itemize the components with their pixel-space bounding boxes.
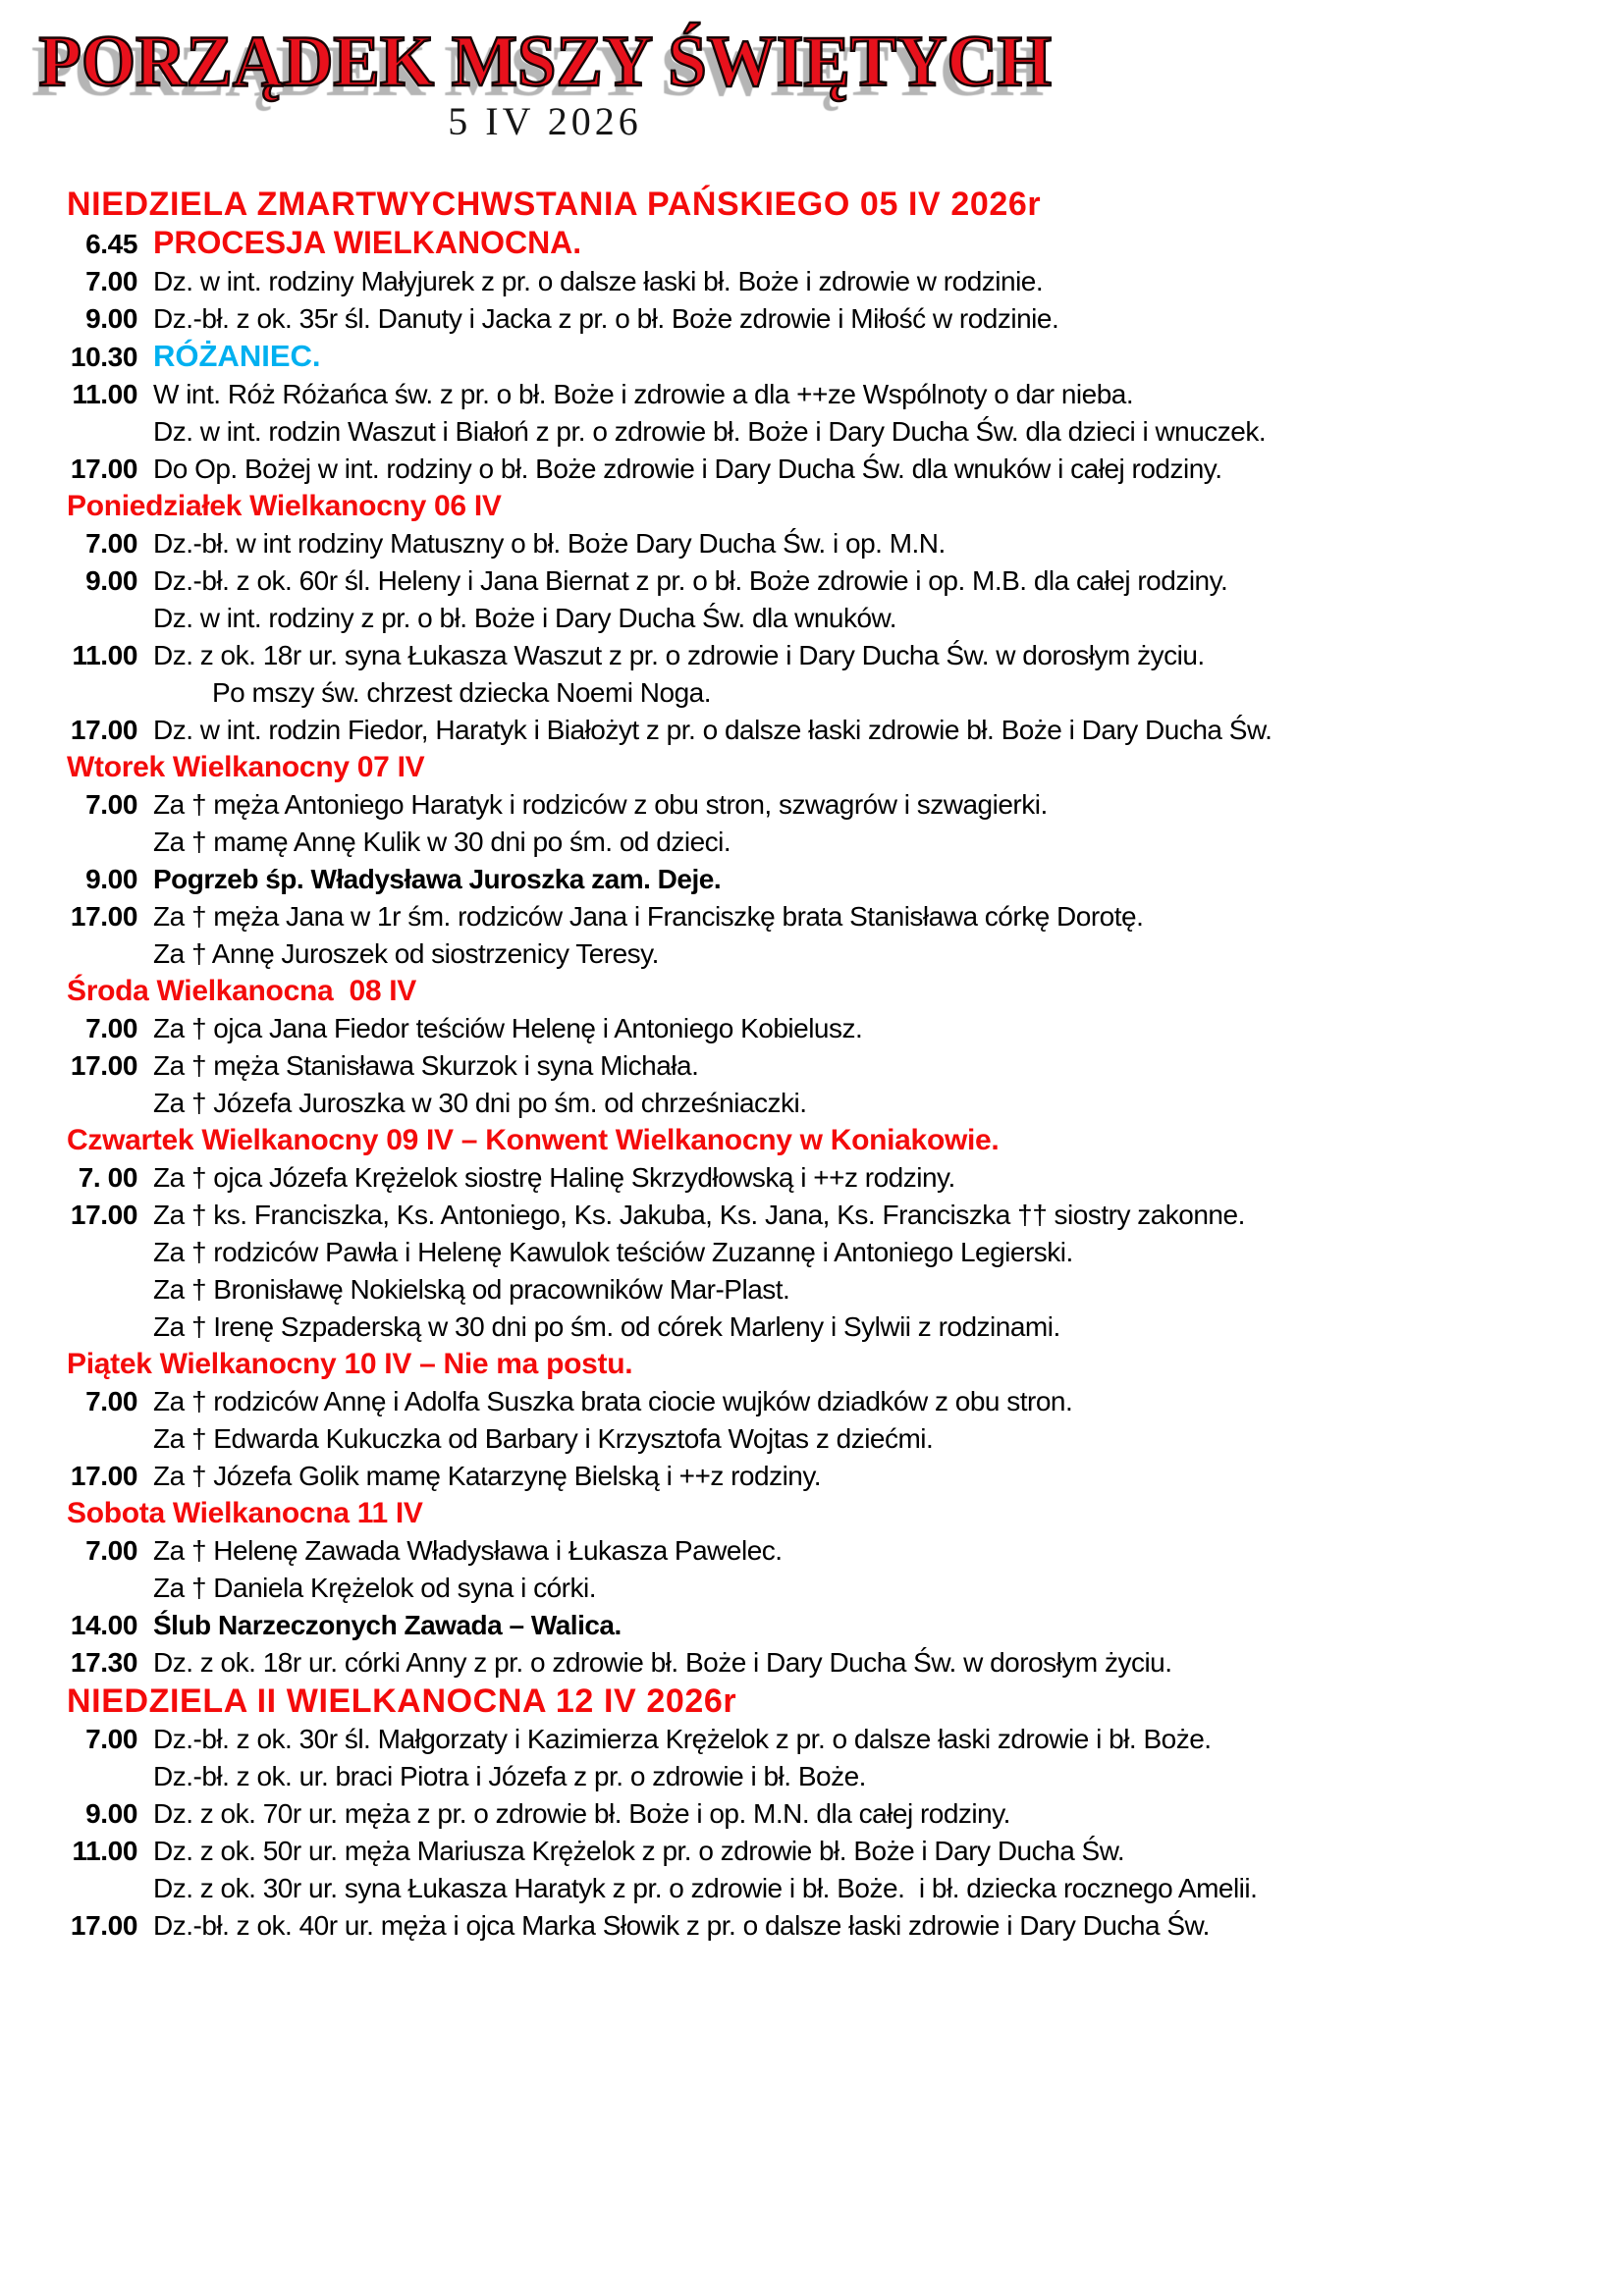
entry-text: Po mszy św. chrzest dziecka Noemi Noga.	[212, 677, 712, 708]
entry-text: PROCESJA WIELKANOCNA.	[153, 225, 582, 260]
section-header: NIEDZIELA II WIELKANOCNA 12 IV 2026r	[67, 1682, 737, 1720]
entry-time: 7.00	[85, 1535, 137, 1566]
section-header: Poniedziałek Wielkanocny 06 IV	[67, 490, 502, 522]
entry-text: Za † Daniela Krężelok od syna i córki.	[153, 1573, 596, 1603]
entry-text: RÓŻANIEC.	[153, 339, 321, 373]
entry-text: Za † Bronisławę Nokielską od pracowników Mar-Plast.	[153, 1274, 790, 1305]
entry-text: Dz. w int. rodziny z pr. o bł. Boże i Dary Ducha Św. dla wnuków.	[153, 603, 897, 633]
entry-text: Dz.-bł. z ok. 35r śl. Danuty i Jacka z pr. o bł. Boże zdrowie i Miłość w rodzinie.	[153, 303, 1059, 334]
entry-text: Dz.-bł. w int rodziny Matuszny o bł. Boże Dary Ducha Św. i op. M.N.	[153, 528, 946, 559]
schedule-entry	[0, 1795, 1624, 1833]
entry-text: Za † rodziców Pawła i Helenę Kawulok teściów Zuzannę i Antoniego Legierski.	[153, 1237, 1073, 1267]
entry-text: Dz. z ok. 18r ur. córki Anny z pr. o zdrowie bł. Boże i Dary Ducha Św. w dorosłym życiu.	[153, 1647, 1172, 1678]
entry-text: Dz. z ok. 18r ur. syna Łukasza Waszut z pr. o zdrowie i Dary Ducha Św. w dorosłym życiu.	[153, 640, 1205, 670]
schedule-entry	[0, 600, 1624, 637]
schedule-entry	[0, 786, 1624, 824]
section-header: Środa Wielkanocna 08 IV	[67, 975, 416, 1007]
title-block	[0, 0, 1090, 143]
schedule-entry	[0, 1833, 1624, 1870]
schedule-entry	[0, 1234, 1624, 1271]
schedule-entry	[0, 376, 1624, 413]
entry-time: 7.00	[85, 1386, 137, 1416]
schedule-entry	[0, 898, 1624, 935]
schedule-entry	[0, 1047, 1624, 1085]
schedule-entry	[0, 413, 1624, 451]
entry-time: 7. 00	[78, 1162, 137, 1193]
entry-text: Za † Annę Juroszek od siostrzenicy Teresy.	[153, 938, 659, 969]
entry-time: 11.00	[72, 640, 137, 670]
section-header: Piątek Wielkanocny 10 IV – Nie ma postu.	[67, 1348, 633, 1380]
schedule-entry	[0, 451, 1624, 488]
section-header: NIEDZIELA ZMARTWYCHWSTANIA PAŃSKIEGO 05 IV 2026r	[67, 186, 1042, 223]
entry-text: Dz. z ok. 30r ur. syna Łukasza Haratyk z pr. o zdrowie i bł. Boże. i bł. dziecka rocznego Amelii.	[153, 1873, 1258, 1903]
schedule-entry	[0, 1159, 1624, 1197]
entry-text: Za † Irenę Szpaderską w 30 dni po śm. od córek Marleny i Sylwii z rodzinami.	[153, 1311, 1060, 1342]
entry-time: 6.45	[85, 229, 137, 259]
schedule-entry	[0, 1758, 1624, 1795]
entry-time: 10.30	[70, 342, 137, 372]
section-header: Wtorek Wielkanocny 07 IV	[67, 751, 425, 783]
schedule-entry	[0, 1271, 1624, 1308]
entry-time: 9.00	[85, 303, 137, 334]
entry-text: Za † Edwarda Kukuczka od Barbary i Krzysztofa Wojtas z dziećmi.	[153, 1423, 934, 1454]
entry-time: 9.00	[85, 864, 137, 894]
entry-text: Za † męża Stanisława Skurzok i syna Michała.	[153, 1050, 699, 1081]
schedule-entry	[0, 1644, 1624, 1682]
page-subtitle: 5 IV 2026	[448, 99, 642, 143]
section-header: Sobota Wielkanocna 11 IV	[67, 1497, 423, 1529]
entry-text: Za † ojca Jana Fiedor teściów Helenę i Antoniego Kobielusz.	[153, 1013, 863, 1043]
schedule-entry	[0, 861, 1624, 898]
schedule-entry	[0, 1085, 1624, 1122]
entry-text: Dz.-bł. z ok. 40r ur. męża i ojca Marka Słowik z pr. o dalsze łaski zdrowie i Dary Ducha Św.	[153, 1910, 1210, 1941]
entry-text: Za † Helenę Zawada Władysława i Łukasza Pawelec.	[153, 1535, 783, 1566]
entry-text: Dz.-bł. z ok. ur. braci Piotra i Józefa z pr. o zdrowie i bł. Boże.	[153, 1761, 866, 1791]
schedule-entry	[0, 1458, 1624, 1495]
entry-time: 9.00	[85, 1798, 137, 1829]
schedule-entry	[0, 1907, 1624, 1945]
entry-time: 14.00	[70, 1610, 137, 1640]
entry-time: 17.00	[70, 1200, 137, 1230]
entry-time: 17.30	[70, 1647, 137, 1678]
entry-time: 7.00	[85, 789, 137, 820]
schedule-entry	[0, 1607, 1624, 1644]
schedule-entry	[0, 338, 1624, 376]
entry-time: 17.00	[70, 901, 137, 932]
schedule-entry	[0, 300, 1624, 338]
entry-text: Za † Józefa Juroszka w 30 dni po śm. od chrześniaczki.	[153, 1088, 807, 1118]
entry-text: Do Op. Bożej w int. rodziny o bł. Boże zdrowie i Dary Ducha Św. dla wnuków i całej rodziny.	[153, 454, 1222, 484]
entry-time: 7.00	[85, 1724, 137, 1754]
schedule-entry	[0, 1532, 1624, 1570]
entry-time: 9.00	[85, 565, 137, 596]
entry-text: Dz. z ok. 70r ur. męża z pr. o zdrowie bł. Boże i op. M.N. dla całej rodziny.	[153, 1798, 1010, 1829]
entry-text: Dz.-bł. z ok. 30r śl. Małgorzaty i Kazimierza Krężelok z pr. o dalsze łaski zdrowie i bł. Boże.	[153, 1724, 1212, 1754]
entry-time: 7.00	[85, 528, 137, 559]
schedule-entry	[0, 525, 1624, 562]
entry-time: 11.00	[72, 379, 137, 409]
entry-text: Dz. z ok. 50r ur. męża Mariusza Krężelok z pr. o zdrowie bł. Boże i Dary Ducha Św.	[153, 1836, 1125, 1866]
entry-time: 17.00	[70, 1050, 137, 1081]
entry-text: Za † Józefa Golik mamę Katarzynę Bielską i ++z rodziny.	[153, 1461, 822, 1491]
schedule-entry	[0, 1420, 1624, 1458]
entry-time: 17.00	[70, 454, 137, 484]
schedule-entry	[0, 1383, 1624, 1420]
entry-text: Dz. w int. rodziny Małyjurek z pr. o dalsze łaski bł. Boże i zdrowie w rodzinie.	[153, 266, 1044, 296]
entry-time: 17.00	[70, 1461, 137, 1491]
entry-time: 7.00	[85, 1013, 137, 1043]
schedule-entry	[0, 1010, 1624, 1047]
schedule-entry	[0, 637, 1624, 674]
entry-text: Za † rodziców Annę i Adolfa Suszka brata ciocie wujków dziadków z obu stron.	[153, 1386, 1073, 1416]
entry-text: W int. Róż Różańca św. z pr. o bł. Boże i zdrowie a dla ++ze Wspólnoty o dar nieba.	[153, 379, 1134, 409]
schedule-entry	[0, 1197, 1624, 1234]
section-header: Czwartek Wielkanocny 09 IV – Konwent Wielkanocny w Koniakowie.	[67, 1124, 1000, 1156]
entry-text: Za † mamę Annę Kulik w 30 dni po śm. od dzieci.	[153, 827, 731, 857]
schedule-entry	[0, 562, 1624, 600]
entry-text: Pogrzeb śp. Władysława Juroszka zam. Deje.	[153, 864, 722, 894]
page-title: PORZĄDEK MSZY ŚWIĘTYCH	[38, 22, 1052, 102]
entry-text: Za † męża Antoniego Haratyk i rodziców z obu stron, szwagrów i szwagierki.	[153, 789, 1048, 820]
entry-text: Za † ojca Józefa Krężelok siostrę Halinę Skrzydłowską i ++z rodziny.	[153, 1162, 955, 1193]
entry-time: 17.00	[70, 1910, 137, 1941]
schedule-entry	[0, 1308, 1624, 1346]
schedule-entry	[0, 224, 1624, 263]
entry-text: Za † ks. Franciszka, Ks. Antoniego, Ks. Jakuba, Ks. Jana, Ks. Franciszka †† siostry zakonne.	[153, 1200, 1245, 1230]
entry-time: 7.00	[85, 266, 137, 296]
schedule-entry	[0, 1570, 1624, 1607]
schedule-entry	[0, 824, 1624, 861]
schedule-entry	[0, 712, 1624, 749]
entry-text: Ślub Narzeczonych Zawada – Walica.	[153, 1610, 622, 1640]
schedule-entry	[0, 674, 1624, 712]
entry-text: Dz.-bł. z ok. 60r śl. Heleny i Jana Biernat z pr. o bł. Boże zdrowie i op. M.B. dla całej rodziny.	[153, 565, 1228, 596]
entry-text: Dz. w int. rodzin Waszut i Białoń z pr. o zdrowie bł. Boże i Dary Ducha Św. dla dzieci i wnuczek.	[153, 416, 1267, 447]
entry-time: 11.00	[72, 1836, 137, 1866]
schedule-entry	[0, 263, 1624, 300]
entry-time: 17.00	[70, 715, 137, 745]
schedule-entry	[0, 1870, 1624, 1907]
schedule-entry	[0, 935, 1624, 973]
entry-text: Dz. w int. rodzin Fiedor, Haratyk i Białożyt z pr. o dalsze łaski zdrowie bł. Boże i Dary Ducha Św.	[153, 715, 1272, 745]
entry-text: Za † męża Jana w 1r śm. rodziców Jana i Franciszkę brata Stanisława córkę Dorotę.	[153, 901, 1144, 932]
schedule-entry	[0, 1721, 1624, 1758]
schedule	[0, 185, 1624, 1945]
